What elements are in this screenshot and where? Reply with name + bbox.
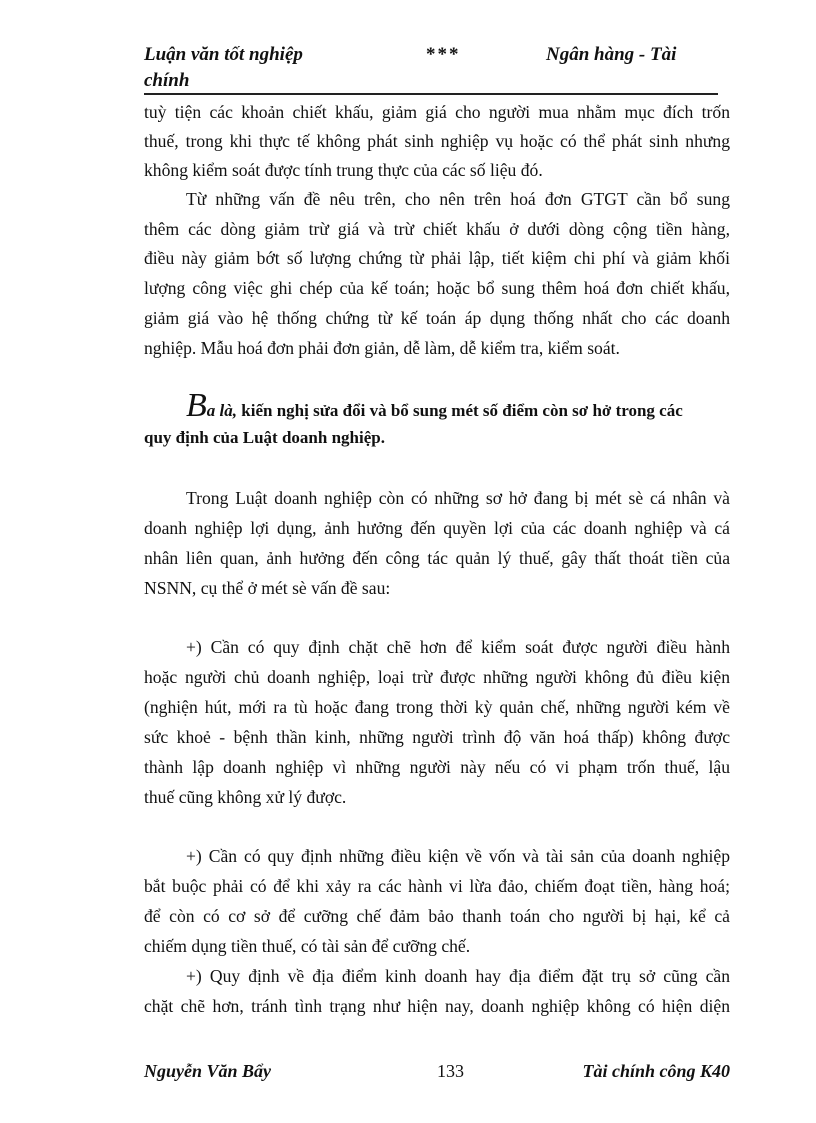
heading-lead: a là, bbox=[206, 401, 238, 420]
page-footer bbox=[144, 1058, 730, 1088]
header-department: Ngân hàng - Tài bbox=[546, 44, 677, 65]
text-line: hoặc người chủ doanh nghiệp, loại trừ được những người không đủ điều kiện bbox=[144, 667, 730, 687]
section-heading-cont: quy định của Luật doanh nghiệp. bbox=[144, 428, 385, 447]
text-line: thành lập doanh nghiệp vì những người này nếu có vi phạm trốn thuế, lậu bbox=[144, 757, 730, 777]
text-line: thêm các dòng giảm trừ giá và trừ chiết khấu ở dưới dòng cộng tiền hàng, bbox=[144, 219, 730, 239]
header-separator: *** bbox=[426, 44, 461, 65]
text-line: thuế, trong khi thực tế không phát sinh nghiệp vụ hoặc có thể phát sinh nhưng bbox=[144, 131, 730, 151]
text-line: không kiểm soát được tính trung thực của các số liệu đó. bbox=[144, 160, 543, 180]
text-line: để còn có cơ sở để cưỡng chế đảm bảo thanh toán cho người bị hại, kể cả bbox=[144, 906, 730, 926]
text-line: NSNN, cụ thể ở mét sè vấn đề sau: bbox=[144, 578, 391, 598]
section-heading bbox=[186, 387, 730, 424]
text-line: +) Cần có quy định chặt chẽ hơn để kiểm soát được người điều hành bbox=[186, 637, 730, 657]
text-line: Từ những vấn đề nêu trên, cho nên trên hoá đơn GTGT cần bổ sung bbox=[186, 189, 730, 209]
text-line: giảm giá vào hệ thống chứng từ kế toán áp dụng thống nhất cho các doanh bbox=[144, 308, 730, 328]
text-line: sức khoẻ - bệnh thần kinh, những người trình độ văn hoá thấp) không được bbox=[144, 727, 730, 747]
text-line: thuế cũng không xử lý được. bbox=[144, 787, 347, 807]
heading-text: kiến nghị sửa đổi và bổ sung mét số điểm còn sơ hở trong các bbox=[237, 401, 683, 420]
header-thesis-title: Luận văn tốt nghiệp bbox=[144, 44, 303, 65]
text-line: bắt buộc phải có để khi xảy ra các hành vi lừa đảo, chiếm đoạt tiền, hàng hoá; bbox=[144, 876, 730, 896]
footer-author: Nguyễn Văn Bẩy bbox=[144, 1061, 272, 1081]
text-line: lượng công việc ghi chép của kế toán; hoặc bổ sung thêm hoá đơn chiết khấu, bbox=[144, 278, 730, 298]
text-line: điều này giảm bớt số lượng chứng từ phải lập, tiết kiệm chi phí và giảm khối bbox=[144, 248, 730, 268]
heading-initial: B bbox=[186, 387, 207, 424]
text-line: Trong Luật doanh nghiệp còn có những sơ hở đang bị mét sè cá nhân và bbox=[186, 488, 730, 508]
page-number: 133 bbox=[437, 1061, 464, 1081]
text-line: (nghiện hút, mới ra tù hoặc đang trong thời kỳ quản chế, những người kém về bbox=[144, 697, 730, 717]
footer-class: Tài chính công K40 bbox=[582, 1061, 730, 1081]
page-header bbox=[144, 38, 718, 95]
text-line: nhân liên quan, ảnh hưởng đến công tác quản lý thuế, gây thất thoát tiền của bbox=[144, 548, 730, 568]
text-line: doanh nghiệp lợi dụng, ảnh hưởng đến quyền lợi của các doanh nghiệp và cá bbox=[144, 518, 730, 538]
text-line: tuỳ tiện các khoản chiết khấu, giảm giá cho người mua nhằm mục đích trốn bbox=[144, 102, 730, 122]
text-line: chặt chẽ hơn, tránh tình trạng như hiện nay, doanh nghiệp không có hiện diện bbox=[144, 996, 730, 1016]
header-thesis-title-cont: chính bbox=[144, 70, 190, 91]
text-line: +) Cần có quy định những điều kiện về vốn và tài sản của doanh nghiệp bbox=[186, 846, 730, 866]
text-line: chiếm dụng tiền thuế, có tài sản để cưỡng chế. bbox=[144, 936, 471, 956]
text-line: nghiệp. Mẫu hoá đơn phải đơn giản, dễ làm, dễ kiểm tra, kiểm soát. bbox=[144, 338, 620, 358]
text-line: +) Quy định về địa điểm kinh doanh hay địa điểm đặt trụ sở cũng cần bbox=[186, 966, 730, 986]
